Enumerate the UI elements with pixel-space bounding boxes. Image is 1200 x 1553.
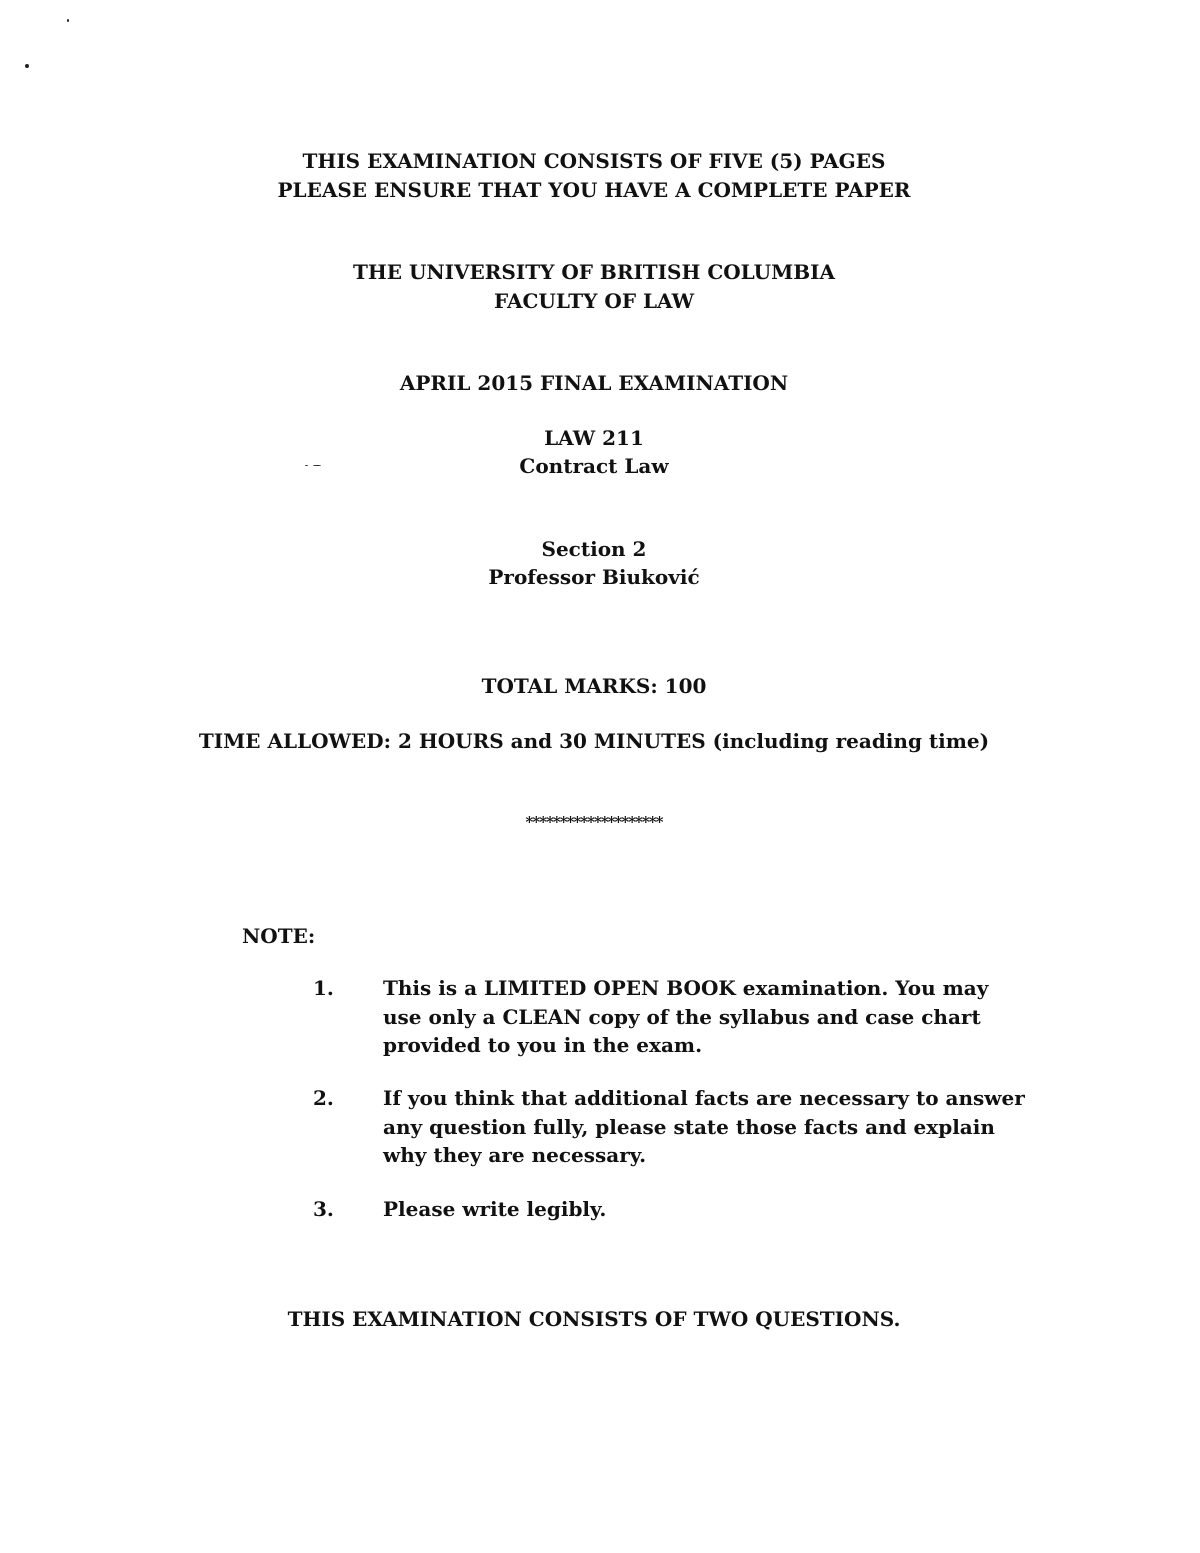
course-name: Contract Law: [519, 454, 669, 478]
header-line-2: PLEASE ENSURE THAT YOU HAVE A COMPLETE PAPER: [277, 178, 911, 202]
time-allowed: TIME ALLOWED: 2 HOURS and 30 MINUTES (including reading time): [198, 729, 990, 753]
total-marks: TOTAL MARKS: 100: [481, 674, 707, 698]
university-name: THE UNIVERSITY OF BRITISH COLUMBIA: [352, 260, 836, 284]
note-text: If you think that additional facts are necessary to answer any question fully, please state those facts and explain why they are necessary.: [383, 1086, 1025, 1167]
note-text: This is a LIMITED OPEN BOOK examination. You may use only a CLEAN copy of the syllabus and case chart provided to you in the exam.: [383, 976, 989, 1057]
faculty-name: FACULTY OF LAW: [493, 289, 695, 313]
note-number: 3.: [313, 1197, 334, 1221]
separator-stars: ********************: [525, 813, 663, 831]
course-code: LAW 211: [544, 426, 644, 450]
note-label: NOTE:: [242, 924, 316, 948]
note-number: 2.: [313, 1086, 334, 1110]
scan-speck: [25, 64, 29, 68]
header-line-1: THIS EXAMINATION CONSISTS OF FIVE (5) PAGES: [302, 149, 886, 173]
note-text: Please write legibly.: [383, 1197, 607, 1221]
questions-statement: THIS EXAMINATION CONSISTS OF TWO QUESTIONS.: [287, 1307, 901, 1331]
section-number: Section 2: [541, 537, 647, 561]
scan-speck: [67, 19, 69, 22]
exam-session: APRIL 2015 FINAL EXAMINATION: [399, 371, 789, 395]
professor-name: Professor Biuković: [488, 565, 700, 589]
note-number: 1.: [313, 976, 334, 1000]
